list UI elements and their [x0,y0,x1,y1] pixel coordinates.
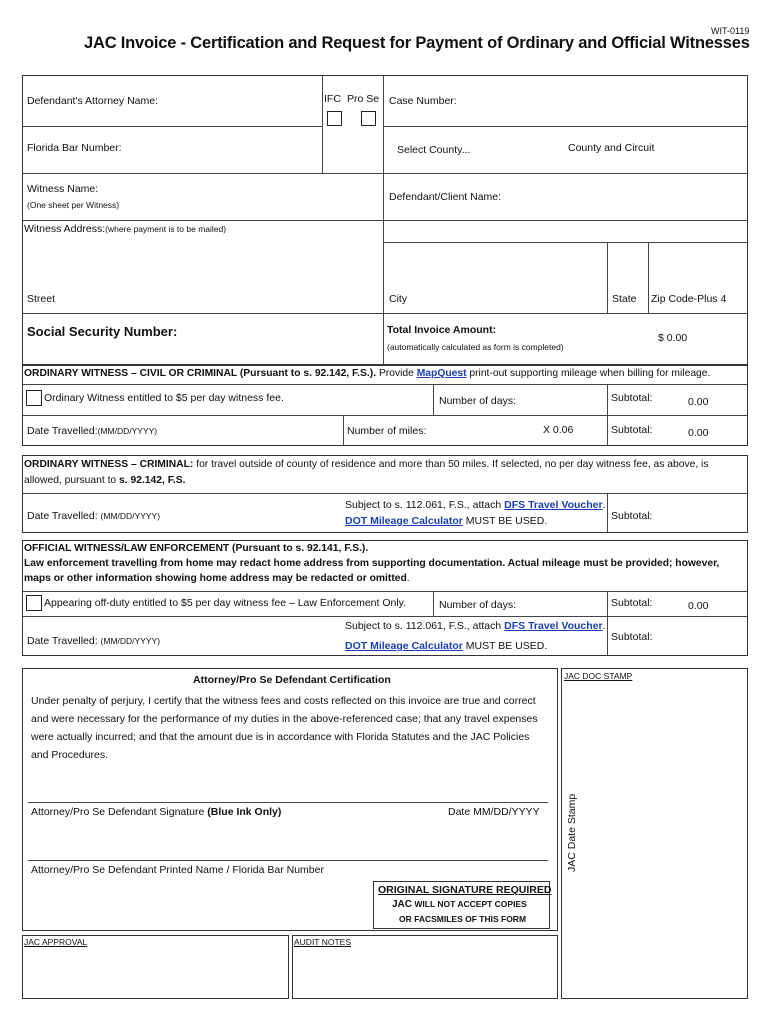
certification-line-4: and Procedures. [31,749,109,761]
ordinary-miles-input[interactable] [430,420,534,442]
official-dot: DOT Mileage Calculator MUST BE USED. [345,640,548,652]
client-name-label: Defendant/Client Name: [389,191,502,203]
ordinary-subtotal-label-2: Subtotal: [611,424,653,436]
certification-line-2: and were necessary for the performance of my duties in the above-referenced case; that any travel expenses [31,713,538,725]
official-days-label: Number of days: [439,599,517,611]
official-dot-link[interactable]: DOT Mileage Calculator [345,640,463,652]
criminal-dfs-link[interactable]: DFS Travel Voucher [504,499,603,511]
city-label: City [389,293,408,305]
witness-name-label: Witness Name: [27,183,99,195]
case-number-label: Case Number: [389,95,457,107]
ordinary-witness-checkbox[interactable] [26,390,42,406]
street-input[interactable] [26,245,382,287]
official-header-1: OFFICIAL WITNESS/LAW ENFORCEMENT (Pursuant to s. 92.141, F.S.). [24,543,369,554]
official-header-2: Law enforcement travelling from home may redact home address from supporting documentation. Actual mileage must be provided; however, [24,558,720,569]
official-subtotal-label-2: Subtotal: [611,631,653,643]
ordinary-days-input[interactable] [520,390,608,412]
total-label: Total Invoice Amount: [387,324,497,336]
state-input[interactable] [611,250,649,288]
county-select[interactable]: Select County... [397,144,471,156]
signature-date-label: Date MM/DD/YYYY [448,806,540,818]
prose-label: Pro Se [347,93,380,105]
orig-sig-title: ORIGINAL SIGNATURE REQUIRED [378,884,552,896]
ifc-checkbox[interactable] [327,111,342,126]
attorney-name-label: Defendant's Attorney Name: [27,95,158,107]
city-input[interactable] [388,250,607,288]
ordinary-subtotal-1: 0.00 [688,396,709,408]
jac-approval-label: JAC APPROVAL [24,937,88,947]
jac-doc-stamp-box [561,668,748,999]
ordinary-checkbox-label: Ordinary Witness entitled to $5 per day witness fee. [44,392,284,404]
official-dfs-link[interactable]: DFS Travel Voucher [504,620,603,632]
audit-notes-label: AUDIT NOTES [294,937,351,947]
attorney-name-input[interactable] [160,90,322,114]
criminal-date-label: Date Travelled: (MM/DD/YYYY) [27,510,161,522]
total-value: $ 0.00 [658,332,688,344]
ifc-label: IFC [324,93,341,105]
ordinary-miles-label: Number of miles: [347,425,427,437]
official-subtotal-1: 0.00 [688,600,709,612]
orig-sig-line-3: OR FACSMILES OF THIS FORM [399,914,527,924]
criminal-header-1: ORDINARY WITNESS – CRIMINAL: for travel outside of county of residence and more than 50 miles. If selected, no per day witness fee, as above, is [24,459,709,470]
jac-date-stamp-label: JAC Date Stamp [566,793,578,872]
official-subject: Subject to s. 112.061, F.S., attach DFS Travel Voucher. [345,620,606,632]
street-label: Street [27,293,56,305]
page-title: JAC Invoice - Certification and Request for Payment of Ordinary and Official Witnesses [84,34,750,52]
criminal-dot: DOT Mileage Calculator MUST BE USED. [345,515,548,527]
bar-number-input[interactable] [125,137,319,161]
ssn-input[interactable] [180,320,382,344]
ordinary-rate: X 0.06 [543,424,574,436]
criminal-subject: Subject to s. 112.061, F.S., attach DFS Travel Voucher. [345,499,606,511]
official-date-input[interactable] [160,630,344,652]
client-name-input[interactable] [505,186,747,208]
witness-name-note: (One sheet per Witness) [27,200,120,210]
state-label: State [612,293,637,305]
printed-name-label: Attorney/Pro Se Defendant Printed Name / Florida Bar Number [31,864,324,876]
county-circuit-label: County and Circuit [568,142,655,154]
jac-doc-stamp-label: JAC DOC STAMP [564,671,633,681]
criminal-subtotal-label: Subtotal: [611,510,653,522]
ordinary-date-input[interactable] [160,420,342,442]
ssn-label: Social Security Number: [27,324,178,339]
criminal-dot-link[interactable]: DOT Mileage Calculator [345,515,463,527]
criminal-date-input[interactable] [160,505,344,527]
zip-label: Zip Code-Plus 4 [651,293,727,305]
ordinary-days-label: Number of days: [439,395,517,407]
form-code: WIT-0119 [711,26,750,36]
orig-sig-line-2: JAC WILL NOT ACCEPT COPIES [392,899,527,910]
official-witness-checkbox[interactable] [26,595,42,611]
certification-line-1: Under penalty of perjury, I certify that the witness fees and costs reflected on this invoice are true and correct [31,695,536,707]
total-note: (automatically calculated as form is completed) [387,342,564,352]
witness-address-label: Witness Address:(where payment is to be mailed) [24,223,227,235]
criminal-header-2: allowed, pursuant to s. 92.142, F.S. [24,475,186,486]
official-date-label: Date Travelled: (MM/DD/YYYY) [27,635,161,647]
ordinary-subtotal-label-1: Subtotal: [611,392,653,404]
zip-input[interactable] [652,250,748,288]
prose-checkbox[interactable] [361,111,376,126]
official-days-input[interactable] [520,594,608,616]
ordinary-subtotal-2: 0.00 [688,427,709,439]
bar-number-label: Florida Bar Number: [27,142,122,154]
case-number-input[interactable] [460,90,744,114]
certification-line-3: were actually incurred; and that the amount due is in accordance with Florida Statutes and the JAC Policies [31,731,530,743]
official-header-3: maps or other information showing home address may be redacted or omitted. [24,573,410,584]
ordinary-header: ORDINARY WITNESS – CIVIL OR CRIMINAL (Pursuant to s. 92.142, F.S.). Provide MapQuest print-out supporting mileage when billing for mileage. [24,368,711,379]
mapquest-link[interactable]: MapQuest [416,368,467,379]
certification-title: Attorney/Pro Se Defendant Certification [193,674,391,686]
witness-name-input[interactable] [110,178,382,200]
ordinary-date-label: Date Travelled:(MM/DD/YYYY) [27,425,158,437]
official-subtotal-label-1: Subtotal: [611,597,653,609]
official-checkbox-label: Appearing off-duty entitled to $5 per day witness fee – Law Enforcement Only. [44,597,407,609]
signature-label: Attorney/Pro Se Defendant Signature (Blue Ink Only) [31,806,282,818]
